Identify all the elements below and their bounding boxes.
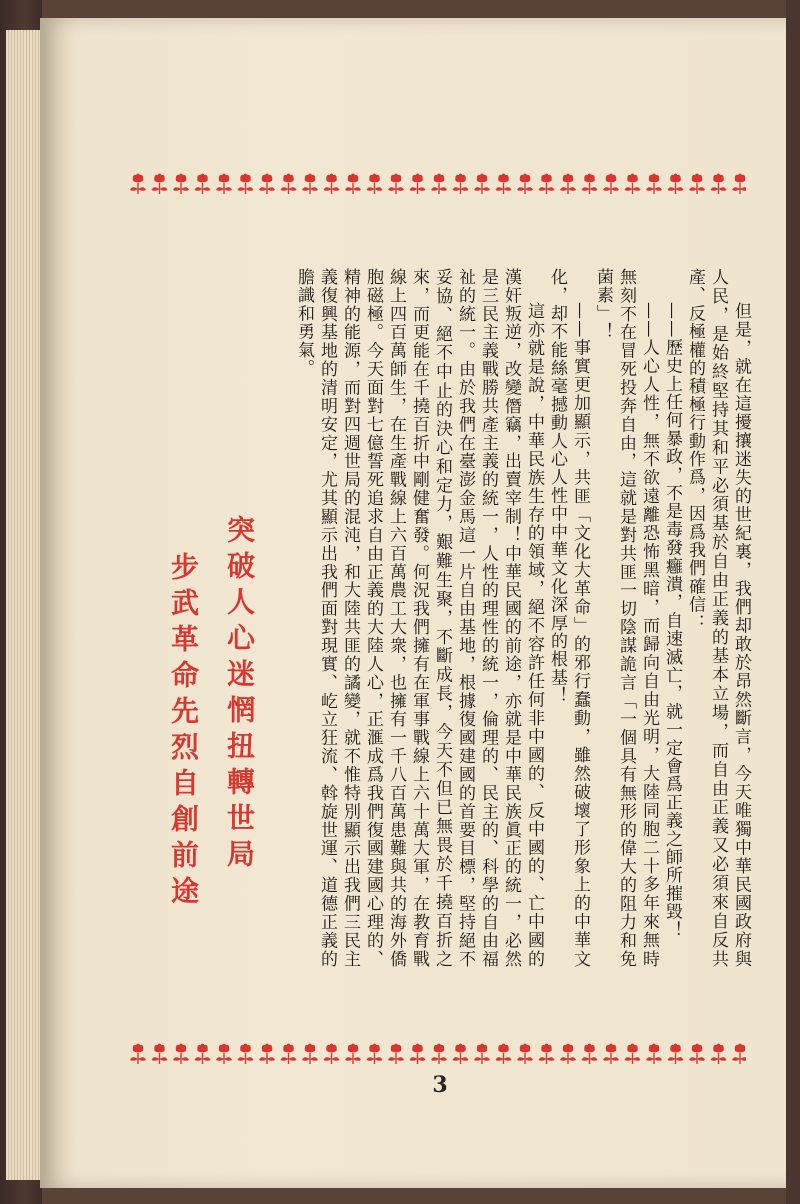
- flower-icon: [668, 1044, 684, 1065]
- paragraph: 這亦就是說，中華民族生存的領域，絕不容許任何非中國的、反中國的、亡中國的漢奸叛逆，改變僭竊，出賣宰制！中華民國的前途，亦就是中華民族眞正的統一，必然是三民主義戰勝共產主義的統一，人性的理性的統一，倫理的、民主的、科學的自由福祉的統一。由於我們在臺澎金馬這一片自由基地，根據復國建國的首要目標，堅持絕不妥協、絕不中止的決心和定力，艱難生聚，不斷成長，今天不但已無畏於千撓百折之來，而更能在千撓百折中剛健奮發。何況我們擁有在軍事戰線上六十萬大軍，在教育戰線上四百萬師生，在生產戰線上六百萬農工大衆，也擁有一千八百萬患難與共的海外僑胞磁極。今天面對七億誓死追求自由正義的大陸人心，正滙成爲我們復國建國心理的、精神的能源，而對四週世局的混沌，和大陸共匪的譎變，就不惟特別顯示出我們三民主義復興基地的清明安定，尤其顯示出我們面對現實、屹立狂流、斡旋世運、道德正義的膽識和勇氣。: [294, 268, 544, 968]
- flower-icon: [195, 1044, 211, 1065]
- flower-icon: [603, 174, 619, 195]
- flower-icon: [281, 1044, 297, 1065]
- headline-line-1: 突破人心迷惘扭轉世局: [223, 515, 256, 875]
- flower-icon: [345, 1044, 361, 1065]
- flower-icon: [496, 174, 512, 195]
- flower-icon: [259, 1044, 275, 1065]
- flower-icon: [302, 1044, 318, 1065]
- body-text: [282, 268, 752, 968]
- flower-ornament-icon: [130, 172, 746, 198]
- flower-icon: [539, 1044, 555, 1065]
- flower-icon: [259, 174, 275, 195]
- flower-icon: [388, 1044, 404, 1065]
- headline-line-2: 步武革命先烈自創前途: [167, 552, 200, 912]
- flower-icon: [732, 174, 746, 195]
- flower-border-bottom: [130, 1042, 746, 1068]
- flower-icon: [152, 1044, 168, 1065]
- flower-icon: [324, 1044, 340, 1065]
- flower-icon: [302, 174, 318, 195]
- flower-icon: [410, 1044, 426, 1065]
- flower-icon: [324, 174, 340, 195]
- flower-icon: [474, 174, 490, 195]
- flower-icon: [668, 174, 684, 195]
- flower-icon: [711, 174, 727, 195]
- flower-icon: [130, 174, 146, 195]
- paragraph: 但是，就在這擾攘迷失的世紀裏，我們却敢於昂然斷言，今天唯獨中華民國政府與人民，是始終堅持其和平必須基於自由正義的基本立場，而自由正義又必須來自反共產、反極權的積極行動作爲，因爲我們確信：: [685, 268, 751, 968]
- flower-icon: [453, 174, 469, 195]
- flower-icon: [496, 1044, 512, 1065]
- flower-icon: [603, 1044, 619, 1065]
- flower-icon: [711, 1044, 727, 1065]
- book-cover-right: [786, 0, 800, 1204]
- flower-icon: [646, 174, 662, 195]
- flower-icon: [345, 174, 361, 195]
- flower-ornament-icon: [130, 1042, 746, 1068]
- flower-icon: [431, 174, 447, 195]
- flower-icon: [582, 174, 598, 195]
- flower-icon: [173, 174, 189, 195]
- flower-icon: [173, 1044, 189, 1065]
- flower-icon: [367, 1044, 383, 1065]
- flower-icon: [152, 174, 168, 195]
- flower-icon: [410, 174, 426, 195]
- flower-icon: [195, 174, 211, 195]
- flower-icon: [517, 174, 533, 195]
- flower-icon: [582, 1044, 598, 1065]
- flower-icon: [388, 174, 404, 195]
- flower-icon: [474, 1044, 490, 1065]
- flower-icon: [216, 174, 232, 195]
- flower-icon: [453, 1044, 469, 1065]
- flower-icon: [689, 1044, 705, 1065]
- flower-icon: [517, 1044, 533, 1065]
- flower-icon: [625, 174, 641, 195]
- flower-icon: [560, 1044, 576, 1065]
- flower-border-top: [130, 172, 746, 198]
- flower-icon: [646, 1044, 662, 1065]
- flower-icon: [539, 174, 555, 195]
- flower-icon: [625, 1044, 641, 1065]
- flower-icon: [130, 1044, 146, 1065]
- flower-icon: [431, 1044, 447, 1065]
- flower-icon: [689, 174, 705, 195]
- flower-icon: [238, 1044, 254, 1065]
- flower-icon: [281, 174, 297, 195]
- flower-icon: [367, 174, 383, 195]
- flower-icon: [216, 1044, 232, 1065]
- flower-icon: [238, 174, 254, 195]
- paragraph: ——事實更加顯示，共匪「文化大革命」的邪行蠢動，雖然破壞了形象上的中華文化，却不能絲毫撼動人心人性中中華文化深厚的根基！: [547, 268, 590, 968]
- paragraph: ——人心人性，無不欲遠離恐怖黑暗，而歸向自由光明，大陸同胞二十多年來無時無刻不在冒死投奔自由，這就是對共匪一切陰謀詭言「一個具有無形的偉大的阻力和免菌素」！: [593, 268, 659, 968]
- flower-icon: [560, 174, 576, 195]
- flower-icon: [732, 1044, 746, 1065]
- paragraph: ——歷史上任何暴政，不是毒發癰潰，自速滅亡，就一定會爲正義之師所摧毀！: [662, 302, 682, 939]
- page-number: 3: [432, 1072, 448, 1098]
